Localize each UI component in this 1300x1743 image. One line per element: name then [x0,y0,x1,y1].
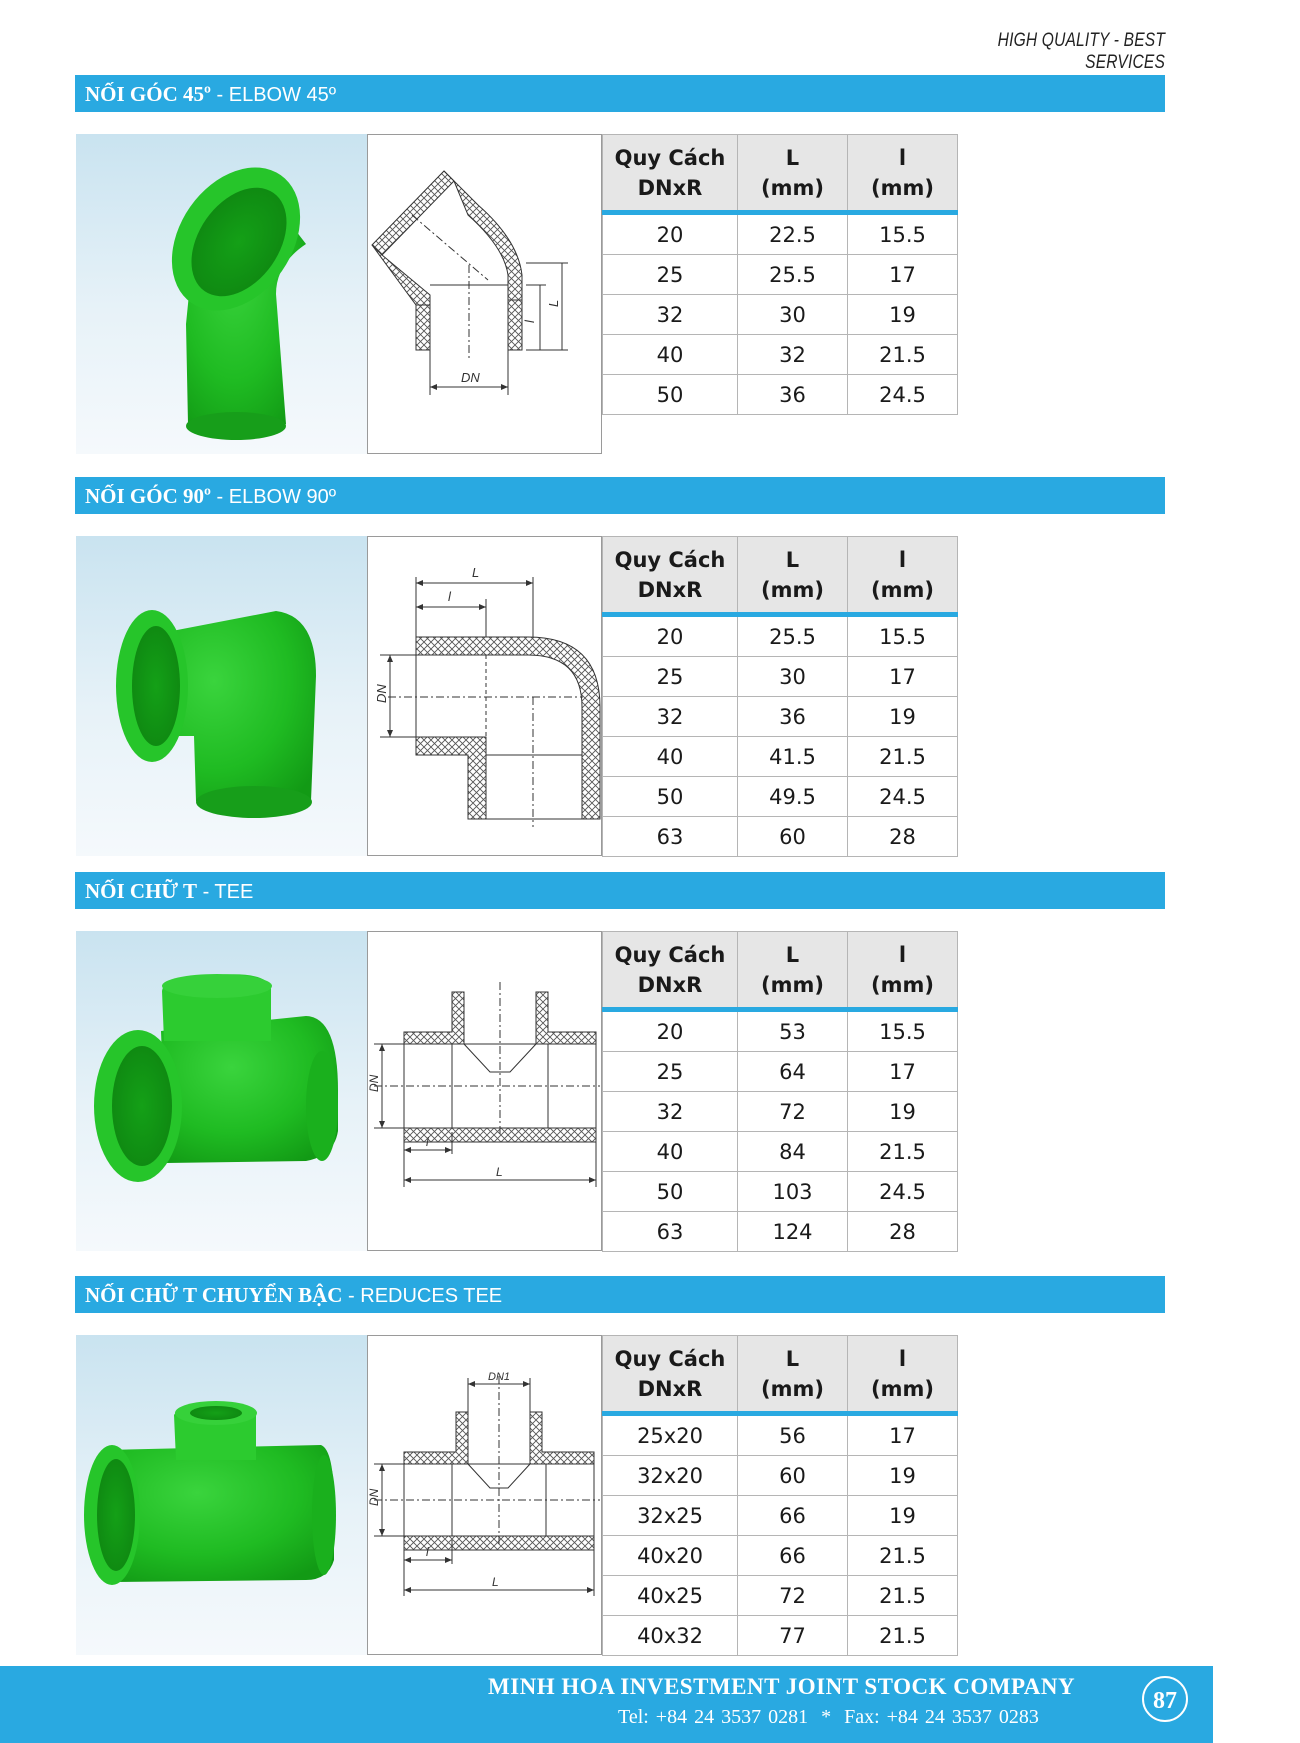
section-title-bar [75,872,1165,909]
dim-l-small-label: l [448,589,451,604]
cell-l: 17 [848,1052,958,1092]
spec-table-elbow-90 [602,536,958,857]
cell-L: 25.5 [738,615,848,657]
header-spec: Quy Cách DNxR [603,1336,738,1414]
contact-line [618,1706,1045,1729]
table-row [603,335,958,375]
technical-drawing-reduces-tee [367,1335,602,1655]
cell-L: 36 [738,697,848,737]
cell-spec: 25 [603,1052,738,1092]
cell-spec: 40x20 [603,1536,738,1576]
table-row [603,1010,958,1052]
header-l: l (mm) [848,135,958,213]
dim-L-label: L [546,299,561,307]
dim-dn-label: DN [368,1488,381,1506]
cell-L: 103 [738,1172,848,1212]
table-row [603,1092,958,1132]
cell-spec: 63 [603,1212,738,1252]
cell-l: 15.5 [848,1010,958,1052]
table-row [603,697,958,737]
cell-l: 19 [848,697,958,737]
table-row [603,1496,958,1536]
technical-drawing-elbow-45 [367,134,602,454]
cell-spec: 25x20 [603,1414,738,1456]
cell-L: 77 [738,1616,848,1656]
dim-l-small-label: l [426,1545,429,1559]
table-row [603,255,958,295]
cell-L: 25.5 [738,255,848,295]
section-title-vn: NỐI GÓC 90º [85,484,211,508]
company-name: MINH HOA INVESTMENT JOINT STOCK COMPANY [488,1674,1076,1699]
cell-spec: 32x25 [603,1496,738,1536]
cell-l: 21.5 [848,1576,958,1616]
table-row [603,1052,958,1092]
header-spec: Quy Cách DNxR [603,135,738,213]
table-row [603,1616,958,1656]
header-spec: Quy Cách DNxR [603,537,738,615]
phone-number: Tel: +84 24 3537 0281 [618,1706,809,1728]
cell-L: 22.5 [738,213,848,255]
dim-dn-label: DN [368,1074,381,1092]
cell-l: 21.5 [848,1132,958,1172]
product-photo-elbow-45 [76,134,367,454]
tee-image [76,931,367,1251]
header-L: L (mm) [738,932,848,1010]
cell-l: 28 [848,817,958,857]
elbow-90-image [76,536,367,856]
header-spec: Quy Cách DNxR [603,932,738,1010]
cell-l: 24.5 [848,777,958,817]
cell-L: 53 [738,1010,848,1052]
table-row [603,657,958,697]
cell-L: 84 [738,1132,848,1172]
table-row [603,213,958,255]
table-row [603,295,958,335]
cell-L: 124 [738,1212,848,1252]
cell-l: 21.5 [848,737,958,777]
cell-l: 21.5 [848,1616,958,1656]
table-row [603,737,958,777]
cell-spec: 40x25 [603,1576,738,1616]
cell-L: 32 [738,335,848,375]
cell-L: 64 [738,1052,848,1092]
spec-table-reduces-tee [602,1335,958,1656]
page-number-badge: 87 [1142,1676,1188,1722]
table-row [603,777,958,817]
cell-l: 15.5 [848,213,958,255]
cell-L: 60 [738,1456,848,1496]
cell-spec: 32 [603,697,738,737]
dim-dn1-label: DN1 [488,1371,511,1383]
cell-l: 17 [848,255,958,295]
cell-L: 41.5 [738,737,848,777]
fax-number: Fax: +84 24 3537 0283 [844,1706,1039,1728]
elbow-45-image [76,134,367,454]
cell-L: 30 [738,295,848,335]
cell-spec: 32x20 [603,1456,738,1496]
cell-l: 24.5 [848,375,958,415]
table-row [603,1212,958,1252]
section-title-bar [75,75,1165,112]
section-title-en: - REDUCES TEE [342,1285,503,1307]
cell-l: 19 [848,1092,958,1132]
spec-table-elbow-45 [602,134,958,415]
table-row [603,1172,958,1212]
table-row [603,1132,958,1172]
cell-L: 30 [738,657,848,697]
table-row [603,1576,958,1616]
cell-spec: 32 [603,295,738,335]
header-l: l (mm) [848,537,958,615]
section-title-en: - ELBOW 45º [210,84,337,106]
header-L: L (mm) [738,537,848,615]
cell-L: 56 [738,1414,848,1456]
technical-drawing-elbow-90 [367,536,602,856]
cell-spec: 63 [603,817,738,857]
cell-l: 17 [848,657,958,697]
dim-dn-label: DN [461,370,480,385]
reduces-tee-image [76,1335,367,1655]
dim-L-label: L [472,565,480,580]
product-photo-reduces-tee [76,1335,367,1655]
section-title-en: - ELBOW 90º [210,486,337,508]
table-row [603,1456,958,1496]
header-l: l (mm) [848,932,958,1010]
cell-spec: 20 [603,213,738,255]
product-photo-elbow-90 [76,536,367,856]
table-row [603,1414,958,1456]
header-L: L (mm) [738,135,848,213]
cell-l: 17 [848,1414,958,1456]
cell-L: 66 [738,1496,848,1536]
cell-l: 21.5 [848,1536,958,1576]
cell-spec: 32 [603,1092,738,1132]
cell-L: 36 [738,375,848,415]
cell-L: 72 [738,1576,848,1616]
cell-l: 19 [848,1456,958,1496]
dim-L-label: L [492,1575,499,1589]
cell-L: 72 [738,1092,848,1132]
section-title-bar [75,477,1165,514]
cell-L: 60 [738,817,848,857]
section-title-en: - TEE [197,881,254,903]
cell-spec: 25 [603,255,738,295]
section-title-vn: NỐI GÓC 45º [85,82,211,106]
table-row [603,817,958,857]
header-L: L (mm) [738,1336,848,1414]
spec-table-tee [602,931,958,1252]
cell-l: 15.5 [848,615,958,657]
cell-spec: 40x32 [603,1616,738,1656]
dim-dn-label: DN [374,684,389,703]
cell-l: 19 [848,295,958,335]
cell-spec: 40 [603,737,738,777]
cell-spec: 50 [603,777,738,817]
cell-spec: 40 [603,1132,738,1172]
table-row [603,1536,958,1576]
section-title-bar [75,1276,1165,1313]
cell-L: 66 [738,1536,848,1576]
cell-l: 19 [848,1496,958,1536]
header-l: l (mm) [848,1336,958,1414]
table-row [603,375,958,415]
cell-L: 49.5 [738,777,848,817]
footer-bar [0,1666,1213,1743]
cell-spec: 25 [603,657,738,697]
cell-spec: 20 [603,615,738,657]
cell-l: 21.5 [848,335,958,375]
cell-spec: 50 [603,1172,738,1212]
cell-spec: 50 [603,375,738,415]
cell-spec: 20 [603,1010,738,1052]
cell-l: 28 [848,1212,958,1252]
dim-L-label: L [496,1165,503,1179]
product-photo-tee [76,931,367,1251]
table-row [603,615,958,657]
header-tagline: HIGH QUALITY - BEST SERVICES [997,30,1165,73]
section-title-vn: NỐI CHỮ T [85,879,198,903]
dim-l-small-label: l [522,320,537,323]
dim-l-small-label: l [426,1135,429,1149]
technical-drawing-tee [367,931,602,1251]
section-title-vn: NỐI CHỮ T CHUYỂN BẬC [85,1283,343,1307]
contact-separator: * [821,1706,832,1728]
cell-spec: 40 [603,335,738,375]
cell-l: 24.5 [848,1172,958,1212]
